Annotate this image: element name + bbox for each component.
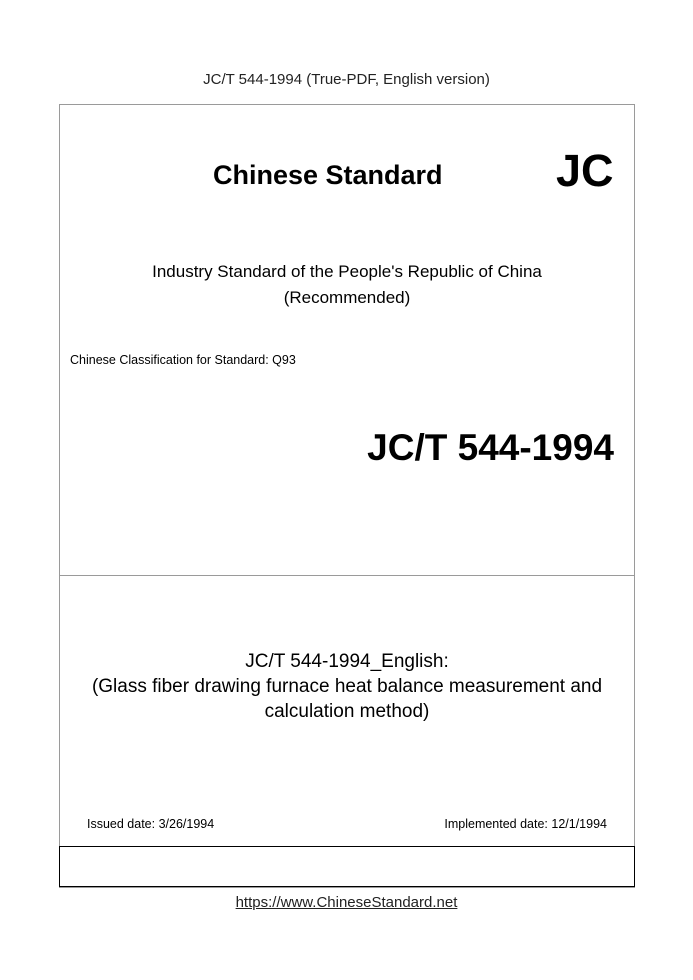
website-link[interactable]: https://www.ChineseStandard.net xyxy=(235,894,458,911)
classification-text: Chinese Classification for Standard: Q93 xyxy=(70,353,296,367)
industry-line-2: (Recommended) xyxy=(283,288,411,307)
site-link-container xyxy=(0,893,693,913)
industry-line-1: Industry Standard of the People's Republic of China xyxy=(152,262,542,281)
document-title xyxy=(60,649,634,724)
footer-box xyxy=(59,846,635,887)
jc-logo: JC xyxy=(556,145,614,196)
cover-frame xyxy=(59,104,635,888)
standard-number: JC/T 544-1994 xyxy=(367,427,614,468)
chinese-standard-heading: Chinese Standard xyxy=(213,160,443,190)
issued-date: Issued date: 3/26/1994 xyxy=(87,817,215,831)
title-line-3: calculation method) xyxy=(264,701,430,722)
cover-upper-section xyxy=(60,105,634,576)
title-line-2: (Glass fiber drawing furnace heat balance measurement and xyxy=(91,676,603,697)
cover-lower-section xyxy=(60,576,634,846)
title-line-1: JC/T 544-1994_English: xyxy=(245,651,449,672)
implemented-date: Implemented date: 12/1/1994 xyxy=(444,817,607,831)
industry-standard-text xyxy=(60,259,634,311)
page-header: JC/T 544-1994 (True-PDF, English version) xyxy=(203,71,490,88)
